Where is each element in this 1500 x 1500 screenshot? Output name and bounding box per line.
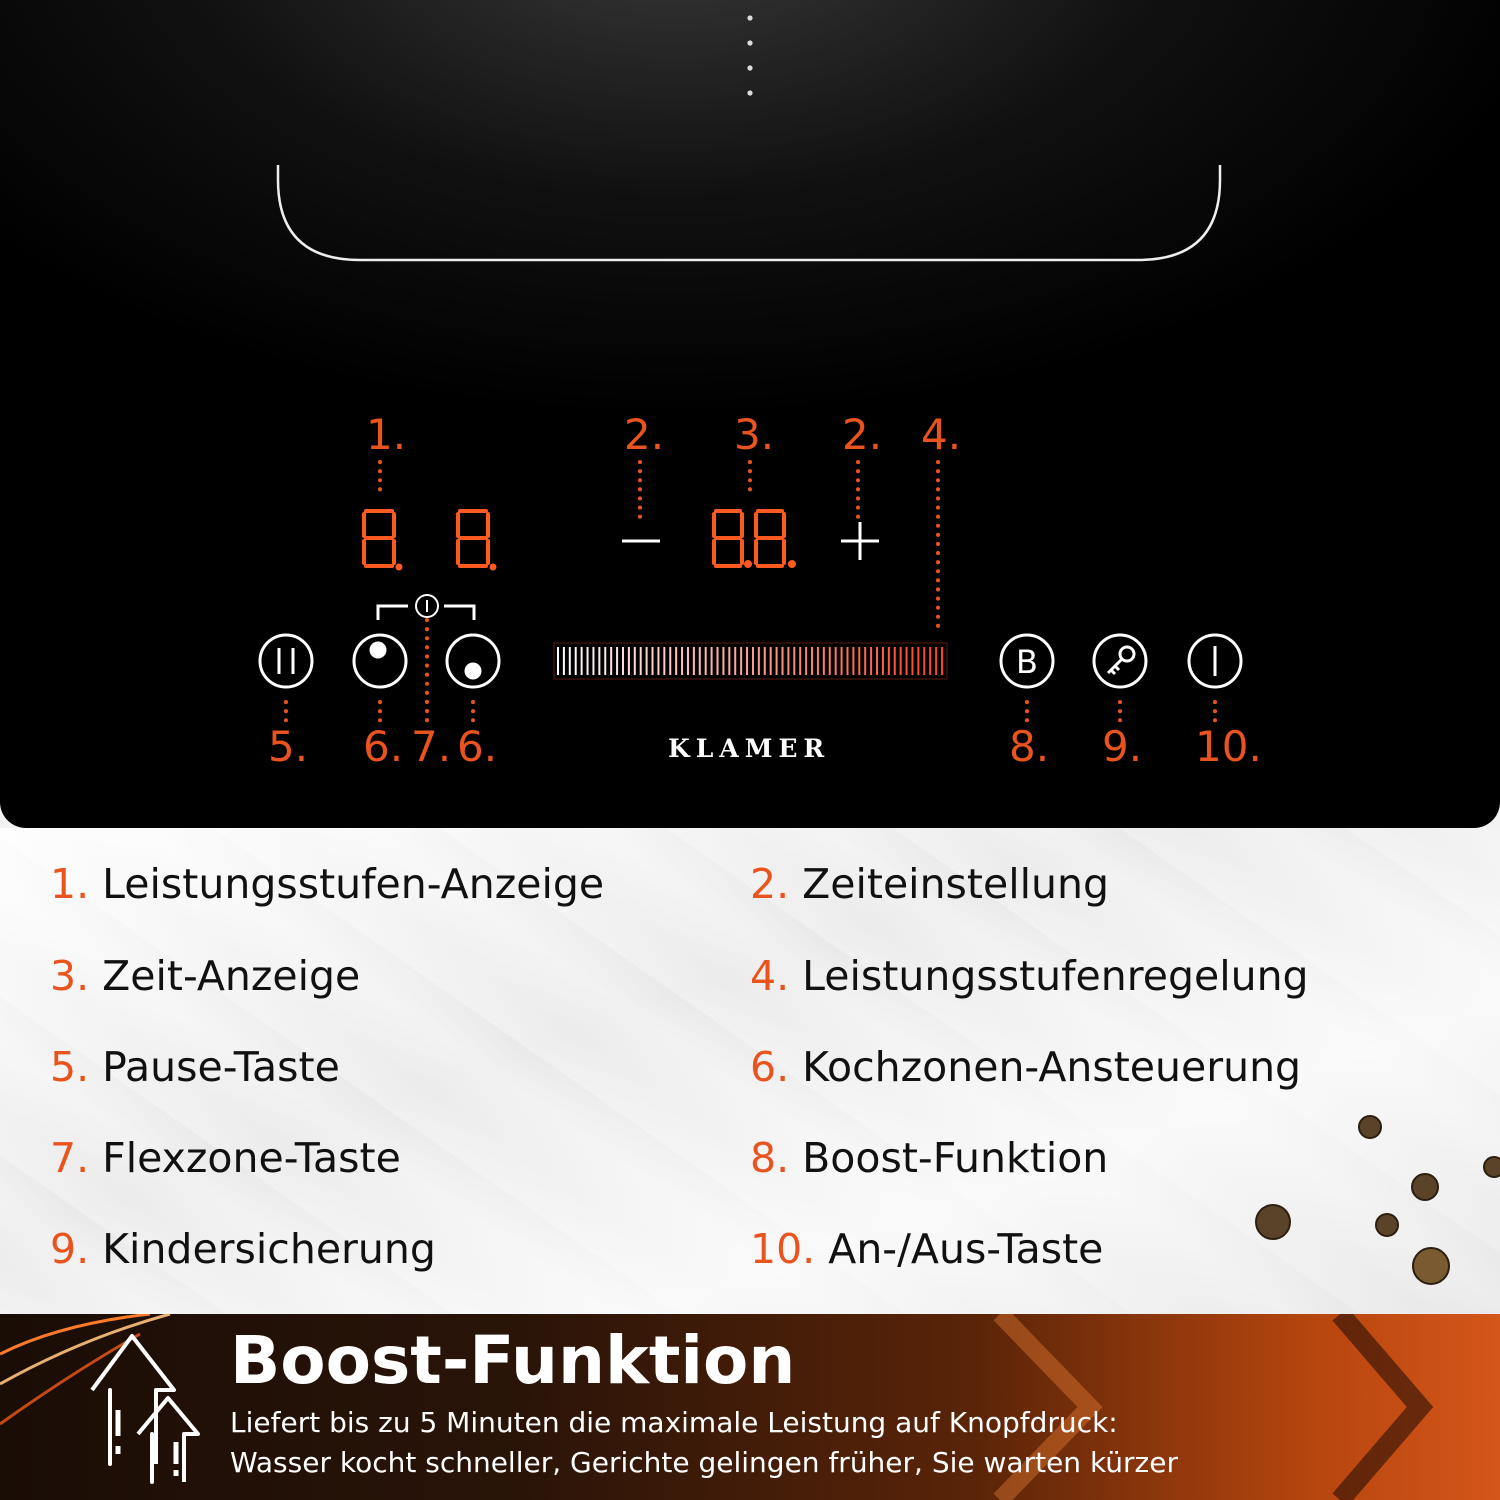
callout-2-right: 2. (842, 410, 883, 459)
callout-1: 1. (366, 410, 407, 459)
boost-arrows-icon (92, 1336, 198, 1482)
callout-8: 8. (1009, 722, 1050, 771)
legend-item-3: 3. Zeit-Anzeige (50, 952, 361, 1000)
callout-6-right: 6. (457, 722, 498, 771)
pause-icon[interactable] (260, 635, 312, 687)
callout-leader-lines (286, 462, 1215, 722)
time-plus-icon[interactable] (841, 522, 879, 560)
zone-rear-icon[interactable] (447, 635, 499, 687)
callout-10: 10. (1195, 722, 1262, 771)
time-display-digits (714, 511, 794, 566)
power-level-slider[interactable] (554, 643, 947, 679)
top-dots (747, 15, 752, 95)
callout-2-left: 2. (624, 410, 665, 459)
banner-title: Boost-Funktion (230, 1322, 796, 1399)
banner-line-2: Wasser kocht schneller, Gerichte gelingen früher, Sie warten kürzer (230, 1446, 1178, 1479)
flexzone-icon[interactable] (378, 595, 474, 620)
callout-3: 3. (734, 410, 775, 459)
callout-6-left: 6. (363, 722, 404, 771)
brand-logo: KLAMER (668, 734, 831, 763)
callout-7: 7. (411, 722, 452, 771)
legend-item-10: 10. An-/Aus-Taste (750, 1225, 1104, 1273)
legend-item-8: 8. Boost-Funktion (750, 1134, 1109, 1182)
cooking-zone-outline (278, 165, 1220, 260)
callout-9: 9. (1102, 722, 1143, 771)
callout-5: 5. (268, 722, 309, 771)
legend-item-6: 6. Kochzonen-Ansteuerung (750, 1043, 1302, 1091)
legend-area (0, 828, 1500, 1314)
power-display-left-digit (364, 511, 401, 569)
key-lock-icon[interactable] (1094, 635, 1146, 687)
legend-item-4: 4. Leistungsstufenregelung (750, 952, 1309, 1000)
legend-item-2: 2. Zeiteinstellung (750, 860, 1109, 908)
callout-4: 4. (921, 410, 962, 459)
power-display-right-digit (458, 511, 495, 569)
legend-item-5: 5. Pause-Taste (50, 1043, 340, 1091)
boost-button-label: B (1016, 643, 1038, 681)
legend-item-1: 1. Leistungsstufen-Anzeige (50, 860, 605, 908)
legend-item-7: 7. Flexzone-Taste (50, 1134, 401, 1182)
legend-item-9: 9. Kindersicherung (50, 1225, 436, 1273)
banner-line-1: Liefert bis zu 5 Minuten die maximale Leistung auf Knopfdruck: (230, 1406, 1118, 1439)
zone-front-icon[interactable] (354, 635, 406, 687)
power-icon[interactable] (1189, 635, 1241, 687)
